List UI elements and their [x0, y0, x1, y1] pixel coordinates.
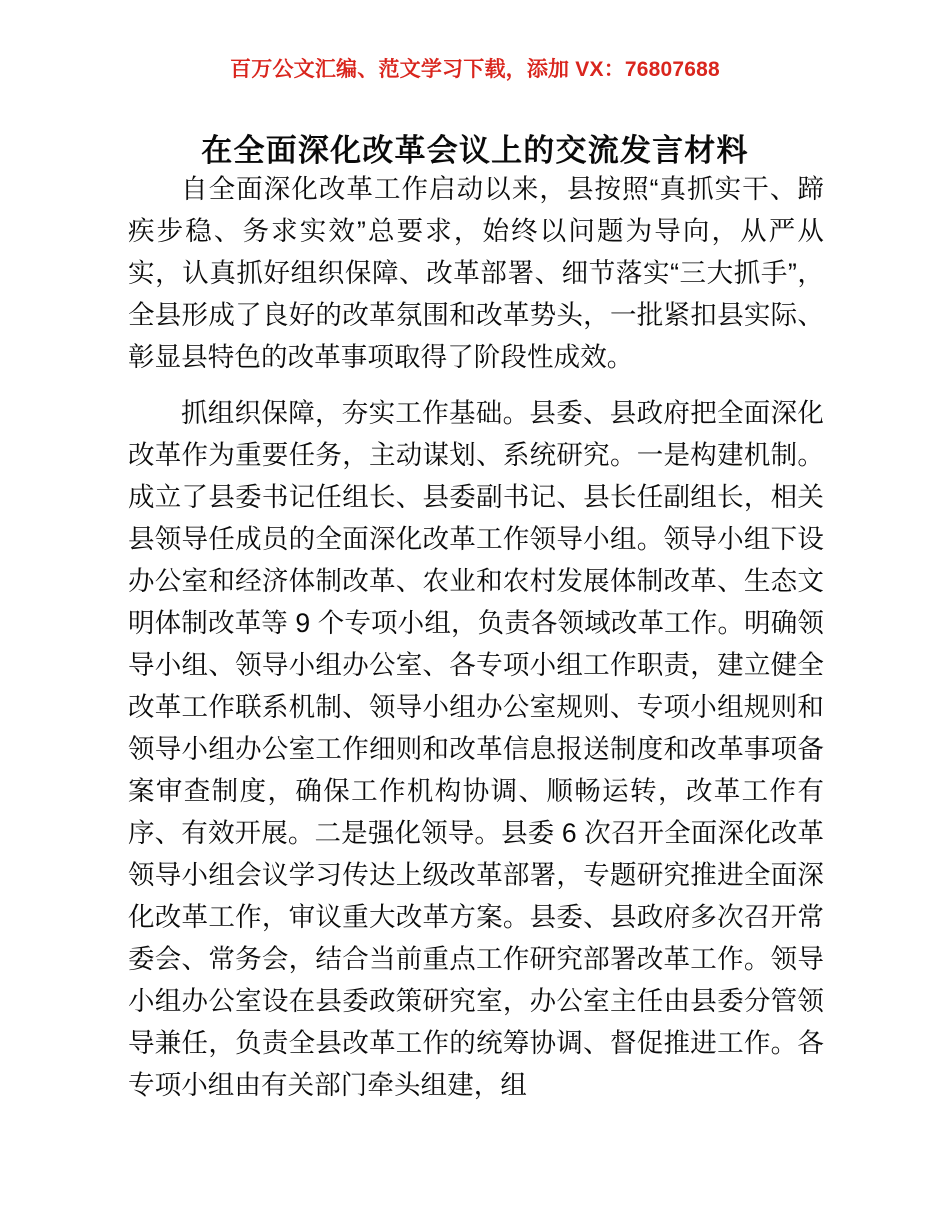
document-body [128, 168, 824, 1106]
body-paragraph: 抓组织保障，夯实工作基础。县委、县政府把全面深化改革作为重要任务，主动谋划、系统研究。一是构建机制。成立了县委书记任组长、县委副书记、县长任副组长，相关县领导任成员的全面深化改革工作领导小组。领导小组下设办公室和经济体制改革、农业和农村发展体制改革、生态文明体制改革等 9 个专项小组，负责各领域改革工作。明确领导小组、领导小组办公室、各专项小组工作职责，建立健全改革工作联系机制、领导小组办公室规则、专项小组规则和领导小组办公室工作细则和改革信息报送制度和改革事项备案审查制度，确保工作机构协调、顺畅运转，改革工作有序、有效开展。二是强化领导。县委 6 次召开全面深化改革领导小组会议学习传达上级改革部署，专题研究推进全面深化改革工作，审议重大改革方案。县委、县政府多次召开常委会、常务会，结合当前重点工作研究部署改革工作。领导小组办公室设在县委政策研究室，办公室主任由县委分管领导兼任，负责全县改革工作的统筹协调、督促推进工作。各专项小组由有关部门牵头组建，组 [128, 398, 824, 1100]
body-paragraph: 自全面深化改革工作启动以来，县按照“真抓实干、蹄疾步稳、务求实效”总要求，始终以问题为导向，从严从实，认真抓好组织保障、改革部署、细节落实“三大抓手”，全县形成了良好的改革氛围和改革势头，一批紧扣县实际、彰显县特色的改革事项取得了阶段性成效。 [128, 174, 824, 372]
promo-header-text: 百万公文汇编、范文学习下载，添加 VX：76807688 [230, 58, 720, 81]
page-title: 在全面深化改革会议上的交流发言材料 [201, 132, 749, 168]
